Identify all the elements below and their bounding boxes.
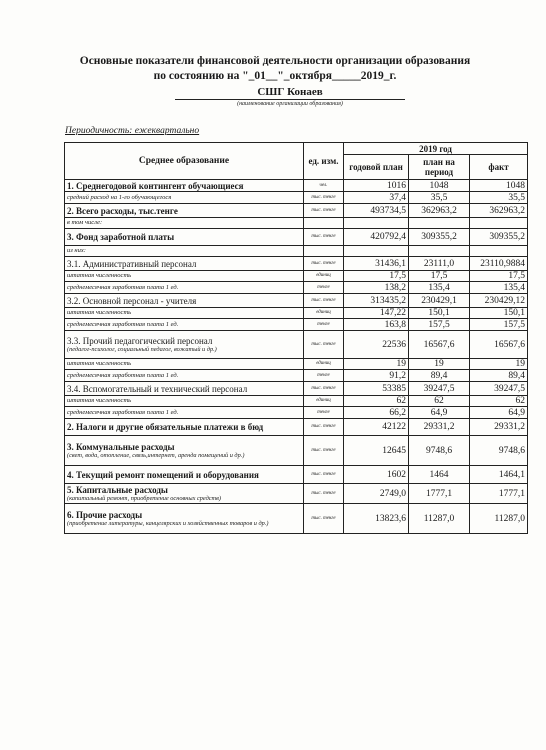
cell-annual: 37,4 [344,192,409,204]
cell-fact: 17,5 [470,271,528,282]
title-line-2: по состоянию на "_01__"_октября_____2019_г. [153,70,397,82]
row-label: 3. Коммунальные расходы [67,442,175,452]
cell-period: 135,4 [409,282,470,294]
row-name [65,229,304,246]
row-unit: тыс. тенге [304,229,344,246]
row-name [65,382,304,396]
cell-annual: 66,2 [344,407,409,419]
row-name [65,204,304,218]
cell-fact: 1777,1 [470,484,528,504]
cell-annual: 1016 [344,180,409,192]
title-line-1: Основные показатели финансовой деятельности организации образования [79,55,471,67]
cell-fact: 16567,6 [470,331,528,359]
header-unit: ед. изм. [304,143,344,180]
row-name [65,218,304,229]
cell-fact: 29331,2 [470,419,528,436]
cell-fact: 1048 [470,180,528,192]
cell-fact: 39247,5 [470,382,528,396]
cell-period: 16567,6 [409,331,470,359]
cell-period: 23111,0 [409,257,470,271]
header-period: план на период [409,155,470,180]
cell-fact: 23110,9884 [470,257,528,271]
cell-period: 1048 [409,180,470,192]
cell-annual [344,246,409,257]
cell-annual: 53385 [344,382,409,396]
table-row [65,370,528,382]
row-name [65,331,304,359]
cell-fact: 362963,2 [470,204,528,218]
cell-fact: 62 [470,396,528,407]
row-name [65,466,304,484]
row-name [65,504,304,534]
cell-period: 35,5 [409,192,470,204]
cell-fact: 135,4 [470,282,528,294]
cell-fact: 157,5 [470,319,528,331]
cell-annual: 313435,2 [344,294,409,308]
row-unit: тыс. тенге [304,504,344,534]
table-row [65,382,528,396]
row-name [65,396,304,407]
cell-fact: 35,5 [470,192,528,204]
row-label: 6. Прочие расходы [67,510,143,520]
table-row [65,407,528,419]
row-unit: тыс. тенге [304,484,344,504]
row-label: из них: [67,247,86,254]
table-row [65,319,528,331]
row-label: 3.2. Основной персонал - учителя [67,295,197,306]
row-name [65,359,304,370]
row-label: штатная численность [67,309,132,316]
financial-table [64,142,528,534]
header-fact: факт [470,155,528,180]
row-unit: тенге [304,319,344,331]
cell-annual: 62 [344,396,409,407]
row-unit: тыс. тенге [304,436,344,466]
cell-period: 230429,1 [409,294,470,308]
cell-annual: 1602 [344,466,409,484]
table-row [65,218,528,229]
cell-annual: 493734,5 [344,204,409,218]
row-label: среднемесячная заработная плата 1 ед. [67,320,179,328]
cell-annual: 91,2 [344,370,409,382]
row-name [65,419,304,436]
row-name [65,180,304,192]
table-row [65,192,528,204]
row-unit: тыс. тенге [304,331,344,359]
row-name [65,192,304,204]
table-row [65,359,528,370]
table-row [65,331,528,359]
table-row [65,504,528,534]
row-label: 1. Среднегодовой контингент обучающиеся [67,180,244,191]
row-unit: чел. [304,180,344,192]
cell-annual: 31436,1 [344,257,409,271]
cell-period: 29331,2 [409,419,470,436]
row-name [65,246,304,257]
cell-annual: 22536 [344,331,409,359]
row-label: штатная численность [67,397,132,404]
cell-period: 19 [409,359,470,370]
table-row [65,271,528,282]
cell-period: 157,5 [409,319,470,331]
cell-annual: 138,2 [344,282,409,294]
cell-period: 17,5 [409,271,470,282]
row-name [65,271,304,282]
cell-annual: 2749,0 [344,484,409,504]
row-label: 5. Капитальные расходы [67,485,168,495]
row-label: 2. Налоги и другие обязательные платежи в бюд [67,422,264,432]
row-label: 4. Текущий ремонт помещений и оборудования [67,469,259,480]
row-name [65,484,304,504]
header-annual: годовой план [344,155,409,180]
row-name [65,294,304,308]
row-label: среднемесячная заработная плата 1 ед. [67,371,179,379]
row-label: среднемесячная заработная плата 1 ед. [67,283,179,291]
cell-fact: 19 [470,359,528,370]
cell-annual: 12645 [344,436,409,466]
row-unit: единиц [304,396,344,407]
header-name: Среднее образование [65,143,304,180]
cell-period: 150,1 [409,308,470,319]
header-year: 2019 год [344,143,528,155]
cell-period [409,218,470,229]
cell-annual: 147,22 [344,308,409,319]
row-label: 3. Фонд заработной платы [67,232,175,242]
row-name [65,407,304,419]
row-name [65,308,304,319]
row-label: в том числе: [67,219,103,226]
row-description: (капитальный ремонт, приобретение основных средств) [67,495,221,502]
cell-fact [470,246,528,257]
table-row [65,484,528,504]
row-unit: единиц [304,359,344,370]
cell-fact: 309355,2 [470,229,528,246]
cell-period: 39247,5 [409,382,470,396]
table-row [65,246,528,257]
row-unit: тенге [304,407,344,419]
row-unit: тыс. тенге [304,204,344,218]
table-row [65,204,528,218]
table-row [65,257,528,271]
organization-name: СШГ Конаев [175,86,405,100]
table-row [65,436,528,466]
cell-period: 62 [409,396,470,407]
row-name [65,370,304,382]
cell-period [409,246,470,257]
document-title [50,54,500,84]
row-unit: тыс. тенге [304,419,344,436]
cell-annual [344,218,409,229]
row-description: (приобретение литературы, канцелярских и хозяйственных товаров и др.) [67,520,269,527]
row-name [65,257,304,271]
row-unit: тыс. тенге [304,192,344,204]
row-label: 3.1. Административный персонал [67,258,197,269]
cell-period: 309355,2 [409,229,470,246]
row-name [65,282,304,294]
cell-annual: 19 [344,359,409,370]
row-unit: единиц [304,271,344,282]
row-name [65,436,304,466]
table-row [65,396,528,407]
table-row [65,308,528,319]
row-unit: тыс. тенге [304,382,344,396]
row-label: 3.3. Прочий педагогический персонал [67,336,213,346]
cell-annual: 163,8 [344,319,409,331]
table-row [65,294,528,308]
row-unit: тенге [304,282,344,294]
cell-period: 1777,1 [409,484,470,504]
row-label: штатная численность [67,272,132,279]
cell-period: 1464 [409,466,470,484]
cell-annual: 42122 [344,419,409,436]
row-description: (педагог-психолог, социальный педагог, вожатый и др.) [67,346,217,353]
cell-period: 362963,2 [409,204,470,218]
row-label: 3.4. Вспомогательный и технический персонал [67,383,248,394]
cell-annual: 17,5 [344,271,409,282]
row-label: средний расход на 1-го обучающегося [67,193,172,201]
cell-period: 89,4 [409,370,470,382]
row-name [65,319,304,331]
cell-fact: 1464,1 [470,466,528,484]
table-row [65,466,528,484]
cell-period: 11287,0 [409,504,470,534]
table-row [65,282,528,294]
organization-note: (наименование организации образования) [237,101,343,107]
cell-period: 64,9 [409,407,470,419]
cell-fact: 64,9 [470,407,528,419]
cell-period: 9748,6 [409,436,470,466]
row-unit [304,246,344,257]
cell-annual: 420792,4 [344,229,409,246]
row-unit: тыс. тенге [304,466,344,484]
row-unit: единиц [304,308,344,319]
row-label: 2. Всего расходы, тыс.тенге [67,205,178,216]
cell-fact: 150,1 [470,308,528,319]
row-unit: тыс. тенге [304,294,344,308]
cell-fact: 11287,0 [470,504,528,534]
cell-annual: 13823,6 [344,504,409,534]
table-row [65,180,528,192]
periodicity-label: Периодичность: ежеквартально [65,126,200,136]
cell-fact: 89,4 [470,370,528,382]
row-unit [304,218,344,229]
table-row [65,419,528,436]
cell-fact: 230429,12 [470,294,528,308]
row-description: (свет, вода, отопление, связь,интернет, аренда помещений и др.) [67,452,245,459]
cell-fact [470,218,528,229]
table-row [65,229,528,246]
cell-fact: 9748,6 [470,436,528,466]
row-unit: тенге [304,370,344,382]
row-label: штатная численность [67,360,132,367]
row-label: среднемесячная заработная плата 1 ед. [67,408,179,416]
row-unit: тыс. тенге [304,257,344,271]
